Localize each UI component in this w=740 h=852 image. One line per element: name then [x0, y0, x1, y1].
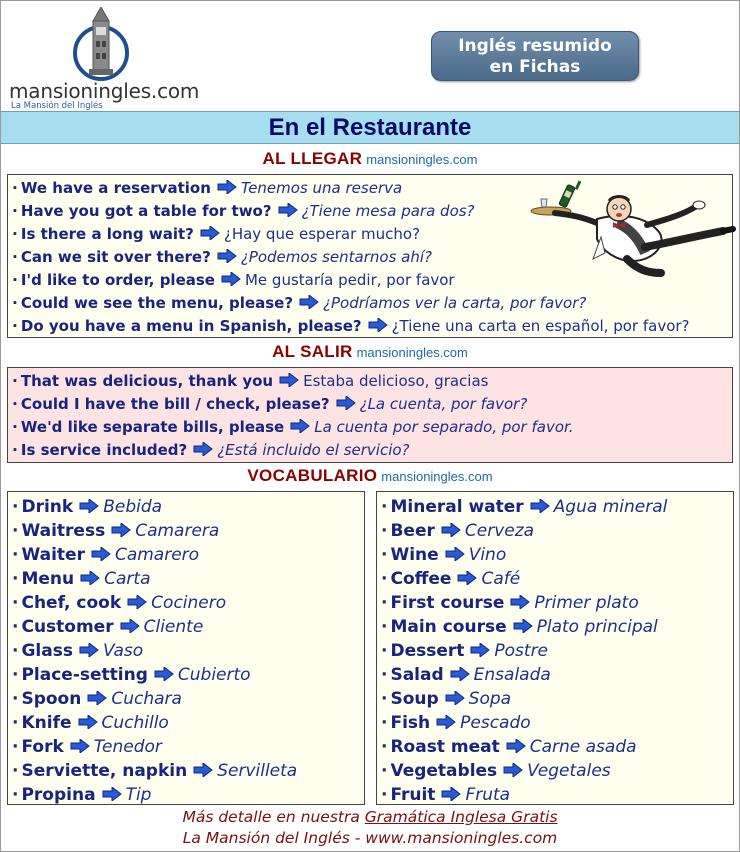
- spanish-text: Fruta: [465, 785, 511, 805]
- vocab-row: [377, 735, 733, 759]
- right-arrow-icon: [193, 442, 213, 456]
- bullet-dot: ·: [12, 617, 19, 637]
- bullet-dot: ·: [381, 497, 388, 517]
- bullet-dot: ·: [381, 617, 388, 637]
- spanish-text: Me gustaría pedir, por favor: [244, 271, 455, 289]
- footer-line-1: [1, 807, 739, 828]
- bullet-dot: ·: [381, 521, 388, 541]
- english-text: Customer: [21, 617, 114, 637]
- vocab-row: [8, 495, 364, 519]
- english-text: First course: [390, 593, 505, 613]
- arriving-heading: AL LLEGAR: [262, 149, 363, 168]
- section-heading-vocabulary: [1, 466, 739, 486]
- right-arrow-icon: [445, 547, 465, 561]
- english-text: We'd like separate bills, please: [20, 418, 285, 436]
- english-text: Coffee: [390, 569, 452, 589]
- right-arrow-icon: [290, 419, 310, 433]
- bullet-dot: ·: [12, 395, 18, 413]
- right-arrow-icon: [503, 763, 523, 777]
- spanish-text: Vino: [468, 545, 507, 565]
- english-text: Soup: [390, 689, 439, 709]
- vocab-row: [377, 591, 733, 615]
- leaving-site-tag: mansioningles.com: [356, 345, 468, 360]
- logo-wordmark: mansioningles.com: [9, 79, 200, 103]
- bullet-dot: ·: [12, 271, 18, 289]
- spanish-text: Sopa: [468, 689, 512, 709]
- bullet-dot: ·: [381, 761, 388, 781]
- vocab-row: [8, 759, 364, 783]
- badge-line-2: en Fichas: [489, 57, 581, 77]
- spanish-text: ¿Tiene una carta en español, por favor?: [391, 317, 690, 335]
- spanish-text: Cliente: [143, 617, 204, 637]
- bullet-dot: ·: [381, 665, 388, 685]
- vocab-row: [8, 519, 364, 543]
- english-text: Vegetables: [390, 761, 498, 781]
- spanish-text: Tip: [125, 785, 152, 805]
- spanish-text: Ensalada: [473, 665, 551, 685]
- english-text: Menu: [21, 569, 75, 589]
- english-text: Wine: [390, 545, 439, 565]
- right-arrow-icon: [368, 318, 388, 332]
- bullet-dot: ·: [12, 593, 19, 613]
- bullet-dot: ·: [381, 737, 388, 757]
- bullet-dot: ·: [381, 569, 388, 589]
- fichas-badge[interactable]: [431, 31, 639, 81]
- english-text: Drink: [21, 497, 74, 517]
- vocab-row: [377, 759, 733, 783]
- vocab-row: [8, 615, 364, 639]
- phrase-row: [8, 393, 732, 416]
- bullet-dot: ·: [12, 202, 18, 220]
- bullet-dot: ·: [381, 545, 388, 565]
- english-text: Spoon: [21, 689, 82, 709]
- right-arrow-icon: [510, 595, 530, 609]
- badge-line-1: Inglés resumido: [458, 36, 612, 56]
- right-arrow-icon: [506, 739, 526, 753]
- footer-prefix: Más detalle en nuestra: [182, 808, 365, 826]
- bullet-dot: ·: [381, 641, 388, 661]
- arriving-site-tag: mansioningles.com: [366, 152, 478, 167]
- phrase-row: [8, 370, 732, 393]
- english-text: Can we sit over there?: [20, 248, 211, 266]
- spanish-text: Estaba delicioso, gracias: [303, 372, 489, 390]
- english-text: That was delicious, thank you: [20, 372, 274, 390]
- english-text: Dessert: [390, 641, 465, 661]
- bullet-dot: ·: [12, 785, 19, 805]
- spanish-text: Carta: [104, 569, 151, 589]
- english-text: Waitress: [21, 521, 106, 541]
- phrase-row: [8, 416, 732, 439]
- vocab-row: [8, 639, 364, 663]
- page-title: En el Restaurante: [268, 114, 472, 141]
- phrase-row: [8, 292, 732, 315]
- right-arrow-icon: [217, 249, 237, 263]
- right-arrow-icon: [445, 691, 465, 705]
- english-text: Is there a long wait?: [20, 225, 194, 243]
- right-arrow-icon: [111, 523, 131, 537]
- vocab-row: [8, 711, 364, 735]
- english-text: Place-setting: [21, 665, 148, 685]
- vocabulary-left-box: [7, 491, 365, 805]
- spanish-text: ¿Está incluido el servicio?: [217, 441, 410, 459]
- english-text: Knife: [21, 713, 72, 733]
- spanish-text: Vaso: [102, 641, 144, 661]
- spanish-text: ¿Tiene mesa para dos?: [301, 202, 475, 220]
- spanish-text: Plato principal: [536, 617, 658, 637]
- right-arrow-icon: [80, 571, 100, 585]
- english-text: Fork: [21, 737, 64, 757]
- bullet-dot: ·: [12, 737, 19, 757]
- right-arrow-icon: [513, 619, 533, 633]
- right-arrow-icon: [470, 643, 490, 657]
- english-text: I'd like to order, please: [20, 271, 215, 289]
- english-text: Main course: [390, 617, 507, 637]
- vocabulary-site-tag: mansioningles.com: [381, 469, 493, 484]
- bullet-dot: ·: [381, 785, 388, 805]
- bullet-dot: ·: [381, 593, 388, 613]
- vocab-row: [8, 783, 364, 807]
- spanish-text: Pescado: [460, 713, 531, 733]
- bullet-dot: ·: [12, 713, 19, 733]
- bullet-dot: ·: [381, 713, 388, 733]
- tower-logo-icon: [71, 7, 131, 83]
- footer: [1, 807, 739, 849]
- section-heading-arriving: [1, 149, 739, 169]
- right-arrow-icon: [530, 499, 550, 513]
- spanish-text: Postre: [494, 641, 549, 661]
- vocab-row: [377, 543, 733, 567]
- vocab-row: [377, 495, 733, 519]
- right-arrow-icon: [78, 715, 98, 729]
- right-arrow-icon: [457, 571, 477, 585]
- spanish-text: La cuenta por separado, por favor.: [314, 418, 574, 436]
- right-arrow-icon: [79, 499, 99, 513]
- english-text: Mineral water: [390, 497, 524, 517]
- leaving-box: [7, 367, 733, 463]
- spanish-text: Vegetales: [527, 761, 611, 781]
- right-arrow-icon: [278, 203, 298, 217]
- vocabulary-heading: VOCABULARIO: [247, 466, 378, 485]
- bullet-dot: ·: [12, 294, 18, 312]
- english-text: Serviette, napkin: [21, 761, 188, 781]
- spanish-text: ¿Hay que esperar mucho?: [223, 225, 421, 243]
- vocab-row: [377, 639, 733, 663]
- grammar-link[interactable]: Gramática Inglesa Gratis: [364, 808, 558, 826]
- vocab-row: [377, 711, 733, 735]
- spanish-text: Café: [481, 569, 521, 589]
- right-arrow-icon: [127, 595, 147, 609]
- logo-tagline: La Mansión del Inglés: [11, 101, 103, 111]
- bullet-dot: ·: [12, 418, 18, 436]
- spanish-text: Cuchillo: [101, 713, 169, 733]
- spanish-text: Cuchara: [111, 689, 182, 709]
- spanish-text: ¿Podemos sentarnos ahí?: [240, 248, 433, 266]
- english-text: Salad: [390, 665, 444, 685]
- english-text: Roast meat: [390, 737, 500, 757]
- english-text: Beer: [390, 521, 435, 541]
- right-arrow-icon: [279, 373, 299, 387]
- right-arrow-icon: [436, 715, 456, 729]
- vocab-row: [377, 663, 733, 687]
- english-text: Could I have the bill / check, please?: [20, 395, 330, 413]
- right-arrow-icon: [450, 667, 470, 681]
- spanish-text: Primer plato: [534, 593, 639, 613]
- waiter-illustration: [527, 177, 737, 277]
- right-arrow-icon: [299, 295, 319, 309]
- spanish-text: Bebida: [103, 497, 163, 517]
- vocabulary-right-box: [376, 491, 734, 805]
- phrase-row: [8, 315, 732, 338]
- spanish-text: Cubierto: [177, 665, 251, 685]
- right-arrow-icon: [336, 396, 356, 410]
- right-arrow-icon: [70, 739, 90, 753]
- spanish-text: Cerveza: [464, 521, 535, 541]
- bullet-dot: ·: [12, 641, 19, 661]
- bullet-dot: ·: [12, 665, 19, 685]
- spanish-text: Servilleta: [217, 761, 298, 781]
- bullet-dot: ·: [12, 569, 19, 589]
- english-text: We have a reservation: [20, 179, 211, 197]
- bullet-dot: ·: [12, 372, 18, 390]
- bullet-dot: ·: [381, 689, 388, 709]
- english-text: Is service included?: [20, 441, 188, 459]
- bullet-dot: ·: [12, 225, 18, 243]
- vocab-row: [8, 543, 364, 567]
- section-heading-leaving: [1, 342, 739, 362]
- bullet-dot: ·: [12, 441, 18, 459]
- bullet-dot: ·: [12, 317, 18, 335]
- right-arrow-icon: [441, 787, 461, 801]
- english-text: Chef, cook: [21, 593, 122, 613]
- vocab-row: [377, 783, 733, 807]
- vocab-row: [8, 687, 364, 711]
- bullet-dot: ·: [12, 545, 19, 565]
- spanish-text: Tenemos una reserva: [240, 179, 403, 197]
- english-text: Do you have a menu in Spanish, please?: [20, 317, 362, 335]
- right-arrow-icon: [200, 226, 220, 240]
- footer-line-2: La Mansión del Inglés - www.mansioningles.com: [182, 829, 558, 847]
- bullet-dot: ·: [12, 521, 19, 541]
- right-arrow-icon: [154, 667, 174, 681]
- spanish-text: Carne asada: [529, 737, 637, 757]
- spanish-text: Tenedor: [93, 737, 162, 757]
- right-arrow-icon: [441, 523, 461, 537]
- spanish-text: Camarera: [135, 521, 220, 541]
- right-arrow-icon: [91, 547, 111, 561]
- spanish-text: ¿Podríamos ver la carta, por favor?: [323, 294, 587, 312]
- vocab-row: [8, 663, 364, 687]
- spanish-text: Agua mineral: [553, 497, 668, 517]
- spanish-text: Camarero: [114, 545, 200, 565]
- vocab-row: [8, 735, 364, 759]
- spanish-text: ¿La cuenta, por favor?: [359, 395, 528, 413]
- right-arrow-icon: [79, 643, 99, 657]
- spanish-text: Cocinero: [151, 593, 227, 613]
- vocab-row: [377, 687, 733, 711]
- site-logo[interactable]: [9, 5, 209, 111]
- vocab-row: [8, 591, 364, 615]
- right-arrow-icon: [217, 180, 237, 194]
- english-text: Glass: [21, 641, 73, 661]
- english-text: Fish: [390, 713, 431, 733]
- header: [1, 1, 739, 111]
- bullet-dot: ·: [12, 689, 19, 709]
- vocab-row: [377, 567, 733, 591]
- title-bar: [1, 111, 739, 144]
- phrase-row: [8, 439, 732, 462]
- english-text: Propina: [21, 785, 96, 805]
- bullet-dot: ·: [12, 248, 18, 266]
- english-text: Fruit: [390, 785, 436, 805]
- vocab-row: [377, 615, 733, 639]
- bullet-dot: ·: [12, 179, 18, 197]
- bullet-dot: ·: [12, 761, 19, 781]
- english-text: Could we see the menu, please?: [20, 294, 294, 312]
- right-arrow-icon: [102, 787, 122, 801]
- right-arrow-icon: [221, 272, 241, 286]
- right-arrow-icon: [193, 763, 213, 777]
- vocab-row: [377, 519, 733, 543]
- right-arrow-icon: [120, 619, 140, 633]
- english-text: Waiter: [21, 545, 85, 565]
- bullet-dot: ·: [12, 497, 19, 517]
- english-text: Have you got a table for two?: [20, 202, 272, 220]
- vocab-row: [8, 567, 364, 591]
- right-arrow-icon: [87, 691, 107, 705]
- leaving-heading: AL SALIR: [272, 342, 353, 361]
